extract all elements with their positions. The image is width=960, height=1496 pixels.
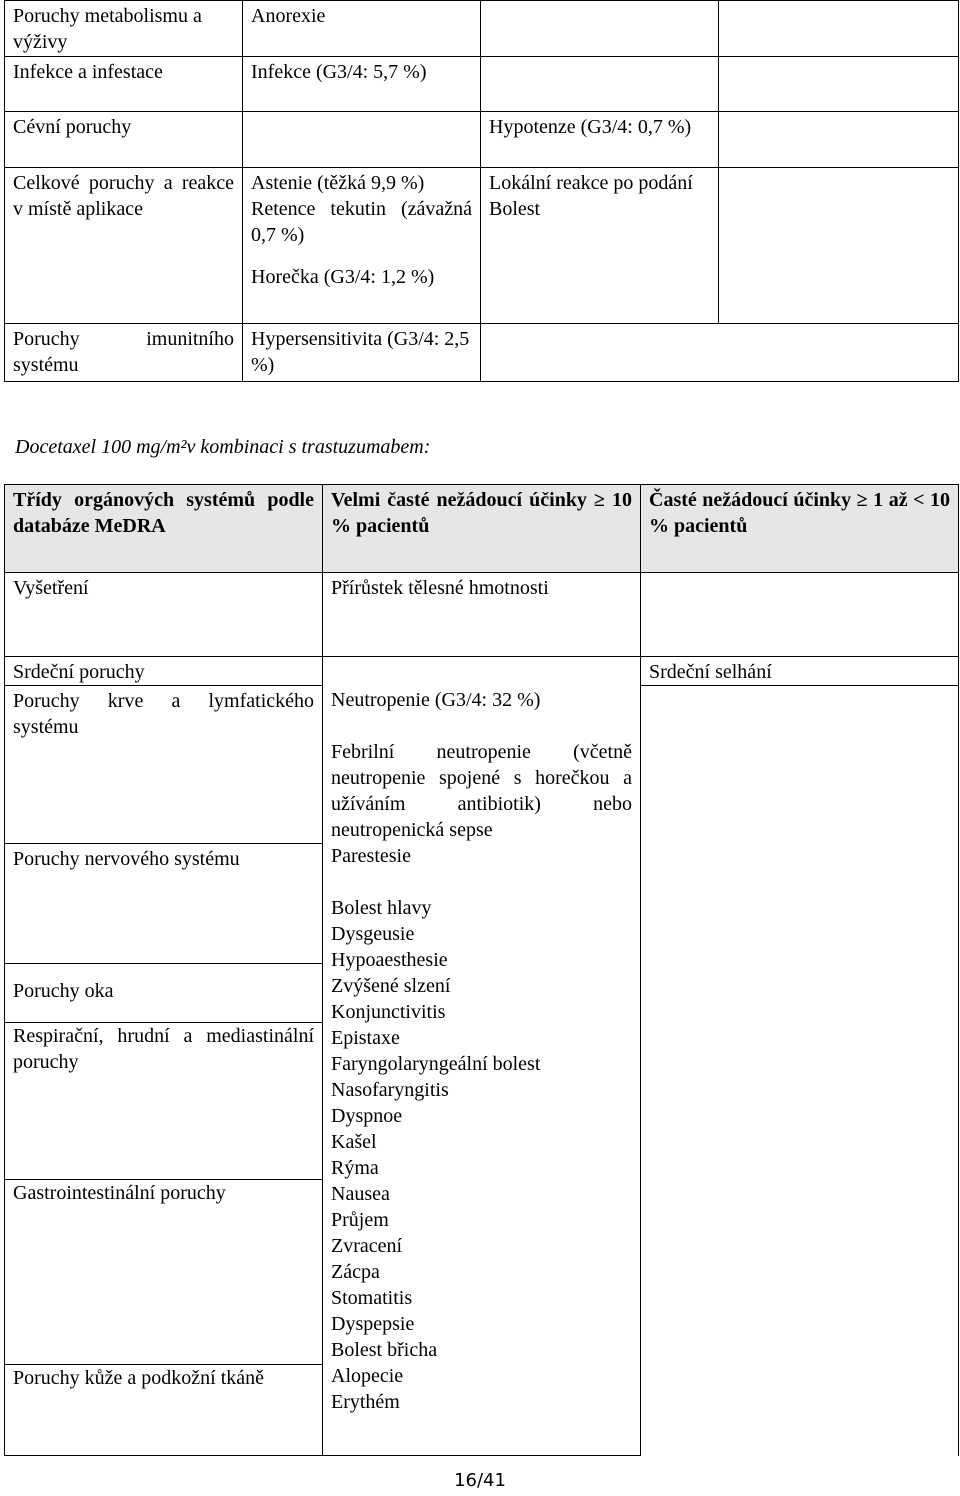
ae-item: Erythém [331,1391,400,1413]
ae-item: Zvýšené slzení [331,975,451,997]
ae-item: Febrilní neutropenie (včetně neutropenie spojené s horečkou a užíváním antibiotik) nebo neutropenická sepse [331,741,632,841]
ae-item: Srdeční selhání [649,661,772,683]
table-row [5,324,959,382]
page-number: 16/41 [454,1470,506,1491]
ae-item: Stomatitis [331,1287,413,1309]
ae-item: Průjem [331,1209,389,1231]
soc-cell: Srdeční poruchy [13,661,145,683]
ae-item: Bolest hlavy [331,897,432,919]
ae-item: Astenie (těžká 9,9 %) [251,172,425,194]
column-header-very-common: Velmi časté nežádoucí účinky ≥ 10 % pacientů [331,489,632,537]
ae-item: Zvracení [331,1235,403,1257]
soc-cell: Poruchy krve a lymfatického systému [13,690,314,738]
table-header-row [5,485,959,573]
table-row [5,57,959,112]
column-header-common: Časté nežádoucí účinky ≥ 1 až < 10 % pacientů [649,489,950,537]
ae-table-1 [4,0,959,382]
ae-item: Horečka (G3/4: 1,2 %) [251,266,435,288]
section-title: Docetaxel 100 mg/m²v kombinaci s trastuzumabem: [15,436,431,458]
ae-item: Bolest břicha [331,1339,438,1361]
table-row [5,573,959,657]
common-cell: Hypotenze (G3/4: 0,7 %) [489,116,692,138]
soc-cell: Respirační, hrudní a mediastinální poruchy [13,1025,314,1073]
ae-item: Nausea [331,1183,390,1205]
ae-item: Rýma [331,1157,379,1179]
ae-item: Parestesie [331,845,411,867]
soc-cell: Poruchy oka [13,980,114,1002]
ae-item: Kašel [331,1131,377,1153]
ae-table-2 [4,484,959,1456]
ae-item: Alopecie [331,1365,404,1387]
ae-item: Dysgeusie [331,923,415,945]
ae-item: Přírůstek tělesné hmotnosti [331,577,549,599]
soc-cell: Celkové poruchy a reakce v místě aplikace [13,172,234,220]
table-row [5,657,959,686]
ae-item: Zácpa [331,1261,380,1283]
ae-item: Konjunctivitis [331,1001,446,1023]
soc-cell: Poruchy kůže a podkožní tkáně [13,1367,265,1389]
ae-item: Hypoaesthesie [331,949,448,971]
soc-cell: Poruchy metabolismu a výživy [13,5,202,53]
ae-item: Epistaxe [331,1027,400,1049]
table-row [5,112,959,168]
ae-item: Retence tekutin (závažná 0,7 %) [251,198,472,246]
soc-cell: Vyšetření [13,577,89,599]
soc-cell: Infekce a infestace [13,61,163,83]
ae-item: Dyspepsie [331,1313,415,1335]
ae-item: Neutropenie (G3/4: 32 %) [331,689,541,711]
soc-cell: Poruchy nervového systému [13,848,240,870]
soc-cell: Gastrointestinální poruchy [13,1182,226,1204]
ae-item: Bolest [489,198,541,220]
very-common-cell: Infekce (G3/4: 5,7 %) [251,61,427,83]
ae-item: Nasofaryngitis [331,1079,449,1101]
ae-item: Lokální reakce po podání [489,172,693,194]
column-header-soc: Třídy orgánových systémů podle databáze MeDRA [13,489,314,537]
very-common-cell: Anorexie [251,5,326,27]
table-row [5,1,959,57]
ae-item: Dyspnoe [331,1105,403,1127]
soc-cell: Cévní poruchy [13,116,132,138]
table-row [5,168,959,324]
ae-item: Faryngolaryngeální bolest [331,1053,541,1075]
ae-item: Hypersensitivita (G3/4: 2,5 %) [251,328,470,376]
soc-cell: Poruchy imunitního systému [13,328,234,376]
